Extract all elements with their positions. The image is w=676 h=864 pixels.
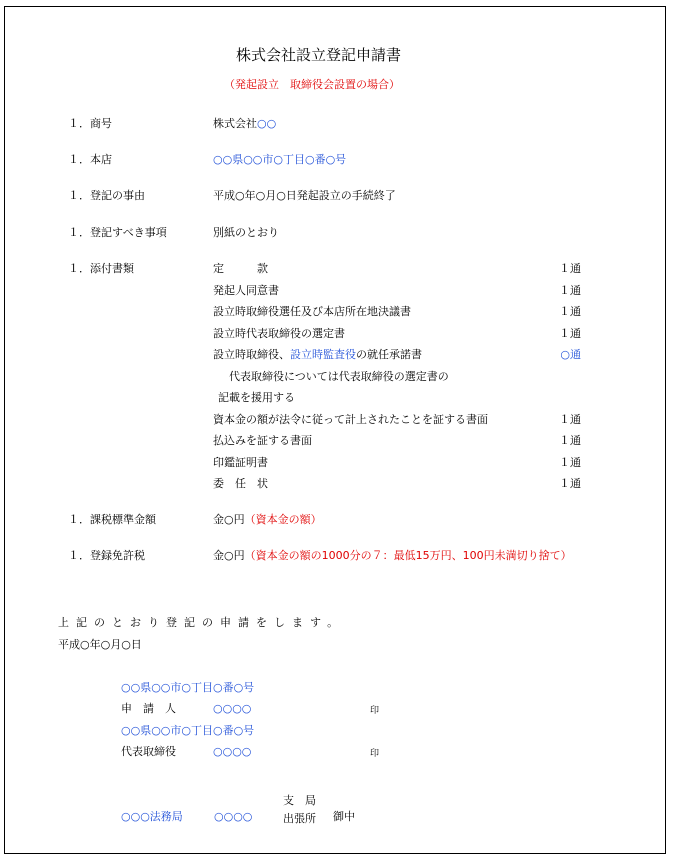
doc-note: 記載を援用する bbox=[218, 391, 295, 404]
doc-qty: １通 bbox=[559, 456, 581, 469]
page-subtitle: （発起設立 取締役会設置の場合） bbox=[224, 78, 400, 91]
item-tourokumen-label: １．登録免許税 bbox=[68, 549, 145, 562]
recipient-goshu: 御中 bbox=[333, 810, 355, 823]
applicant-seal: 印 bbox=[370, 706, 380, 716]
doc-name: 委 任 状 bbox=[213, 477, 268, 490]
doc-name: 発起人同意書 bbox=[213, 284, 279, 297]
doc-name-part: の就任承諾書 bbox=[356, 348, 422, 361]
item-jiko-label: １．登記すべき事項 bbox=[68, 226, 167, 239]
recipient-office: ○○○法務局 bbox=[121, 810, 183, 823]
representative-address: ○○県○○市○丁目○番○号 bbox=[121, 724, 255, 737]
item-honten-label: １．本店 bbox=[68, 153, 112, 166]
doc-qty: １通 bbox=[559, 284, 581, 297]
item-honten-value: ○○県○○市○丁目○番○号 bbox=[213, 153, 347, 166]
representative-role: 代表取締役 bbox=[121, 745, 176, 758]
doc-name-auditor: 設立時監査役 bbox=[290, 348, 356, 361]
doc-qty: １通 bbox=[559, 262, 581, 275]
doc-qty: １通 bbox=[559, 413, 581, 426]
representative-name: ○○○○ bbox=[213, 745, 252, 758]
doc-qty: ○通 bbox=[560, 348, 581, 361]
tourokumen-note: （資本金の額の1000分の７：最低15万円、100円未満切り捨て） bbox=[244, 549, 572, 562]
item-jiko-value: 別紙のとおり bbox=[213, 226, 279, 239]
doc-name bbox=[213, 348, 422, 362]
doc-name: 払込みを証する書面 bbox=[213, 434, 312, 447]
doc-qty: １通 bbox=[559, 477, 581, 490]
item-jiyu-label: １．登記の事由 bbox=[68, 189, 145, 202]
doc-name: 設立時取締役選任及び本店所在地決議書 bbox=[213, 305, 411, 318]
item-shogo-value bbox=[213, 117, 276, 131]
recipient-name: ○○○○ bbox=[214, 810, 253, 823]
doc-name: 設立時代表取締役の選定書 bbox=[213, 327, 345, 340]
item-shogo-label: １．商号 bbox=[68, 117, 112, 130]
doc-name-part: 設立時取締役、 bbox=[213, 348, 290, 361]
recipient-branch: 支 局 bbox=[283, 794, 316, 807]
shogo-placeholder: ○○ bbox=[257, 117, 277, 130]
doc-name: 印鑑証明書 bbox=[213, 456, 268, 469]
doc-qty: １通 bbox=[559, 327, 581, 340]
doc-qty: １通 bbox=[559, 434, 581, 447]
recipient-sub: 出張所 bbox=[283, 812, 316, 825]
kazei-amount: 金○円 bbox=[213, 513, 245, 526]
applicant-role: 申 請 人 bbox=[121, 702, 176, 715]
representative-seal: 印 bbox=[370, 749, 380, 759]
item-tenpu-label: １．添付書類 bbox=[68, 262, 134, 275]
applicant-address: ○○県○○市○丁目○番○号 bbox=[121, 681, 255, 694]
item-kazei-label: １．課税標準金額 bbox=[68, 513, 156, 526]
statement: 上記のとおり登記の申請をします。 bbox=[58, 616, 346, 629]
tourokumen-amount: 金○円 bbox=[213, 549, 245, 562]
doc-name: 定 款 bbox=[213, 262, 268, 275]
applicant-name: ○○○○ bbox=[213, 702, 252, 715]
doc-name: 資本金の額が法令に従って計上されたことを証する書面 bbox=[213, 413, 488, 426]
kazei-note: （資本金の額） bbox=[244, 513, 322, 526]
doc-qty: １通 bbox=[559, 305, 581, 318]
application-date: 平成○年○月○日 bbox=[58, 638, 142, 651]
page-title: 株式会社設立登記申請書 bbox=[236, 46, 402, 64]
document-frame bbox=[4, 6, 666, 854]
item-kazei-value bbox=[213, 513, 322, 527]
doc-note: 代表取締役については代表取締役の選定書の bbox=[229, 370, 449, 383]
shogo-text: 株式会社 bbox=[213, 117, 257, 130]
item-tourokumen-value bbox=[213, 549, 572, 563]
item-jiyu-value: 平成○年○月○日発起設立の手続終了 bbox=[213, 189, 396, 202]
